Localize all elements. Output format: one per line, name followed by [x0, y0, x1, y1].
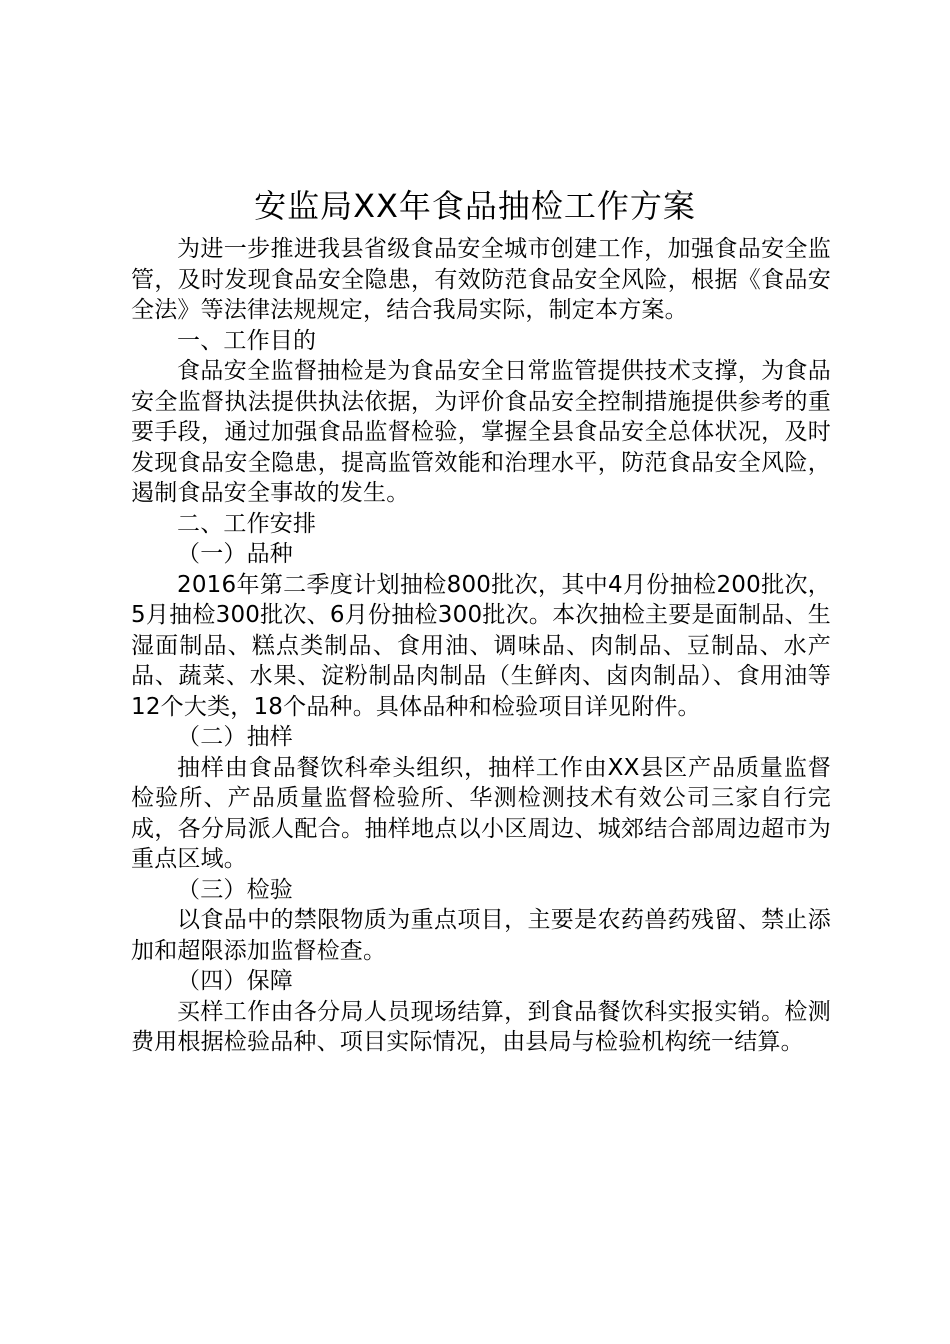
intro-paragraph: 为进一步推进我县省级食品安全城市创建工作，加强食品安全监管，及时发现食品安全隐患，有效防范食品安全风险，根据《食品安全法》等法律法规规定，结合我局实际，制定本方案。 — [131, 236, 831, 323]
subsection-heading-inspection: （三）检验 — [177, 876, 293, 903]
document-title: 安监局XX年食品抽检工作方案 — [254, 187, 696, 225]
inspection-paragraph: 以食品中的禁限物质为重点项目，主要是农药兽药残留、禁止添加和超限添加监督检查。 — [131, 907, 831, 964]
document-body — [131, 234, 831, 1058]
subsection-heading-guarantee: （四）保障 — [177, 968, 293, 994]
section-heading-goal: 一、工作目的 — [177, 327, 317, 354]
varieties-paragraph: 2016年第二季度计划抽检800批次，其中4月份抽检200批次，5月抽检300批次、6月份抽检300批次。本次抽检主要是面制品、生湿面制品、糕点类制品、食用油、调味品、肉制品、豆制品、水产品、蔬菜、水果、淀粉制品肉制品（生鲜肉、卤肉制品）、食用油等12个大类，18个品种。具体品种和检验项目详见附件。 — [131, 571, 831, 720]
sampling-paragraph: 抽样由食品餐饮科牵头组织，抽样工作由XX县区产品质量监督检验所、产品质量监督检验所、华测检测技术有效公司三家自行完成，各分局派人配合。抽样地点以小区周边、城郊结合部周边超市为重点区域。 — [131, 754, 831, 872]
goal-paragraph: 食品安全监督抽检是为食品安全日常监管提供技术支撑，为食品安全监督执法提供执法依据，为评价食品安全控制措施提供参考的重要手段，通过加强食品监督检验，掌握全县食品安全总体状况，及时发现食品安全隐患，提高监管效能和治理水平，防范食品安全风险，遏制食品安全事故的发生。 — [131, 358, 831, 506]
subsection-heading-varieties: （一）品种 — [177, 541, 293, 567]
guarantee-paragraph: 买样工作由各分局人员现场结算，到食品餐饮科实报实销。检测费用根据检验品种、项目实际情况，由县局与检验机构统一结算。 — [131, 998, 831, 1055]
subsection-heading-sampling: （二）抽样 — [177, 724, 293, 750]
section-heading-arrangement: 二、工作安排 — [177, 510, 317, 537]
